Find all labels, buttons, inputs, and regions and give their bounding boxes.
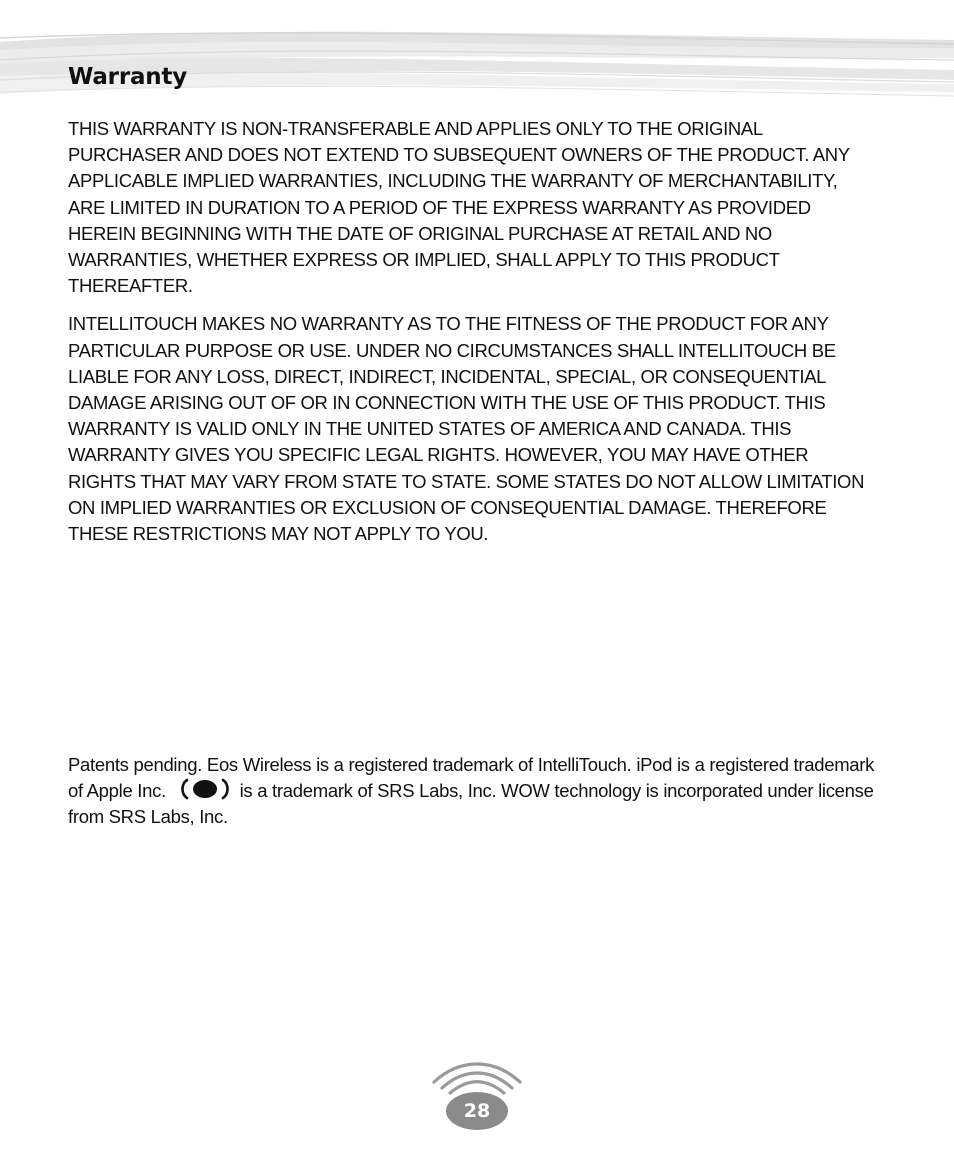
warranty-paragraph-1: THIS WARRANTY IS NON-TRANSFERABLE AND APPLIES ONLY TO THE ORIGINAL PURCHASER AND DOES NOT EXTEND TO SUBSEQUENT OWNERS OF THE PRODUCT. ANY APPLICABLE IMPLIED WARRANTIES, INCLUDING THE WARRANTY OF MERCHANTABILITY, ARE LIMITED IN DURATION TO A PERIOD OF THE EXPRESS WARRANTY AS PROVIDED HEREIN BEGINNING WITH THE DATE OF ORIGINAL PURCHASE AT RETAIL AND NO WARRANTIES, WHETHER EXPRESS OR IMPLIED, SHALL APPLY TO THIS PRODUCT THEREAFTER. (68, 118, 850, 297)
srs-logo-icon (179, 778, 231, 800)
page-title: Warranty (68, 64, 188, 90)
trademark-text-after-logo: is a trademark of SRS Labs, Inc. WOW technology is incorporated under license from SRS Labs, Inc. (68, 780, 874, 828)
page-number: 28 (446, 1092, 508, 1130)
warranty-body (68, 116, 868, 559)
trademark-text-before-logo: Patents pending. Eos Wireless is a registered trademark of IntelliTouch. iPod is a registered trademark of Apple Inc. (68, 754, 875, 802)
warranty-paragraph-2: INTELLITOUCH MAKES NO WARRANTY AS TO THE FITNESS OF THE PRODUCT FOR ANY PARTICULAR PURPOSE OR USE. UNDER NO CIRCUMSTANCES SHALL INTELLITOUCH BE LIABLE FOR ANY LOSS, DIRECT, INDIRECT, INCIDENTAL, SPECIAL, OR CONSEQUENTIAL DAMAGE ARISING OUT OF OR IN CONNECTION WITH THE USE OF THIS PRODUCT. THIS WARRANTY IS VALID ONLY IN THE UNITED STATES OF AMERICA AND CANADA. THIS WARRANTY GIVES YOU SPECIFIC LEGAL RIGHTS. HOWEVER, YOU MAY HAVE OTHER RIGHTS THAT MAY VARY FROM STATE TO STATE. SOME STATES DO NOT ALLOW LIMITATION ON IMPLIED WARRANTIES OR EXCLUSION OF CONSEQUENTIAL DAMAGE. THEREFORE THESE RESTRICTIONS MAY NOT APPLY TO YOU. (68, 313, 865, 545)
trademark-notice (68, 752, 878, 831)
